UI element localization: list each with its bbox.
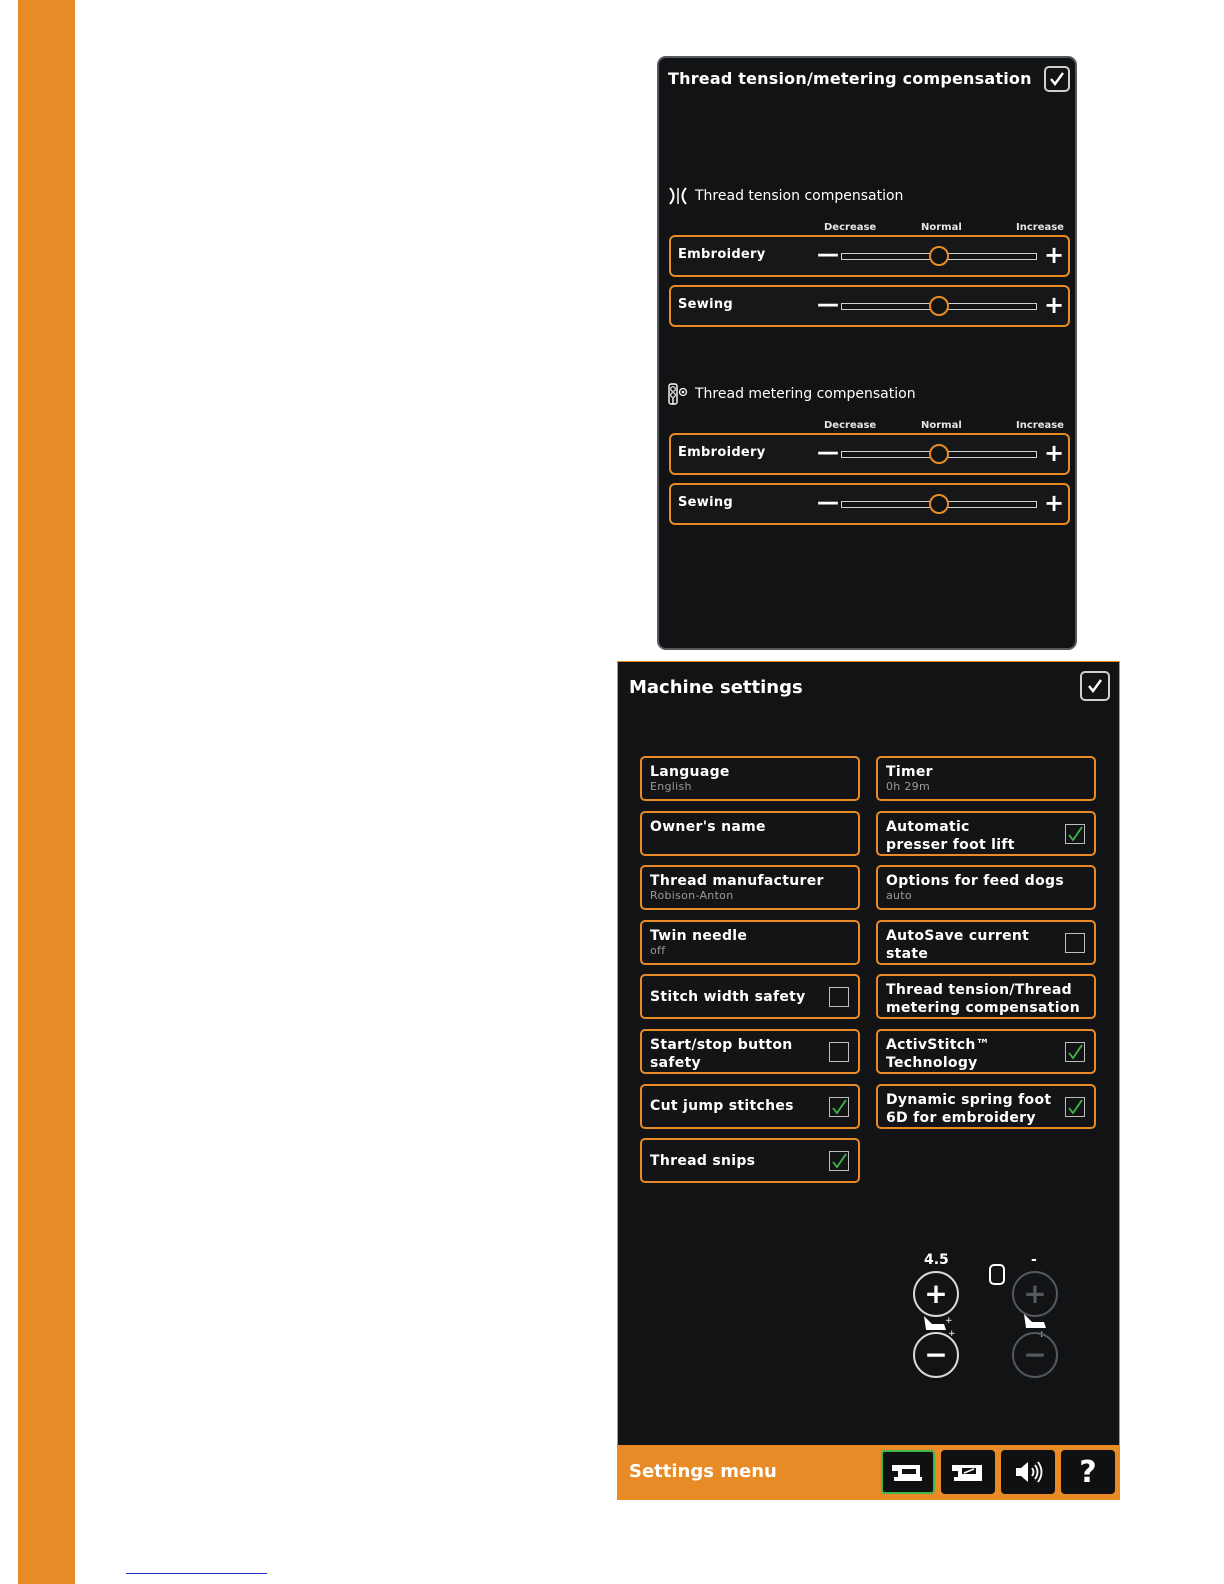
setting-name-line: 6D for embroidery [886, 1109, 1036, 1126]
slider-row-embroidery [669, 235, 1070, 277]
setting-name-line: Dynamic spring foot [886, 1091, 1052, 1108]
checkmark-icon [1049, 71, 1065, 87]
setting-checkbox[interactable] [1065, 1097, 1085, 1117]
orange-side-bar [18, 0, 75, 1584]
setting-name-line: safety [650, 1055, 701, 1071]
green-check-icon [1067, 1098, 1084, 1116]
metering-section-heading [667, 383, 916, 405]
scale-increase: Increase [1016, 222, 1064, 233]
help-button[interactable] [1061, 1450, 1115, 1494]
setting-checkbox[interactable] [1065, 933, 1085, 953]
setting-name [886, 763, 933, 781]
slider-label: Embroidery [678, 445, 766, 460]
setting-name-line: Thread snips [650, 1152, 756, 1169]
setting-thread-manufacturer[interactable] [640, 865, 860, 910]
decrease-button[interactable]: — [817, 490, 839, 515]
setting-name-line: Stitch width safety [650, 988, 806, 1005]
footer-link-line [126, 1573, 267, 1574]
setting-thread-tension-thread-metering-compensation[interactable] [876, 974, 1096, 1019]
increase-button[interactable]: + [1044, 241, 1065, 269]
setting-name [886, 818, 1015, 854]
setting-name-line: Options for feed dogs [886, 873, 1064, 890]
setting-dynamic-spring-foot-6d-for-embroidery[interactable] [876, 1084, 1096, 1129]
setting-thread-snips[interactable] [640, 1138, 860, 1183]
section-heading-text: Thread tension compensation [695, 188, 904, 204]
setting-checkbox[interactable] [829, 1042, 849, 1062]
setting-autosave-current-state[interactable] [876, 920, 1096, 965]
tension-metering-panel [657, 56, 1077, 650]
increase-button[interactable]: + [1044, 439, 1065, 467]
slider-row-sewing [669, 483, 1070, 525]
increase-button[interactable]: + [1044, 291, 1065, 319]
scale-normal: Normal [921, 420, 962, 431]
setting-name-line: AutoSave current [886, 927, 1030, 944]
scale-increase: Increase [1016, 420, 1064, 431]
setting-value: auto [886, 889, 912, 903]
setting-timer[interactable] [876, 756, 1096, 801]
decrease-button[interactable]: — [817, 292, 839, 317]
setting-name-line: Technology [886, 1055, 978, 1071]
decrease-button[interactable]: — [817, 242, 839, 267]
slider-label: Embroidery [678, 247, 766, 262]
confirm-button[interactable] [1044, 66, 1070, 92]
setting-cut-jump-stitches[interactable] [640, 1084, 860, 1129]
presser-foot-pressure-value: 4.5 [924, 1252, 949, 1268]
setting-name-line: Owner's name [650, 818, 766, 835]
settings-menu-title: Settings menu [629, 1461, 777, 1482]
embroidery-machine-icon [948, 1457, 988, 1487]
setting-value: English [650, 780, 692, 793]
setting-name-line: Twin needle [650, 927, 748, 944]
tab-sound-settings[interactable] [1001, 1450, 1055, 1494]
checkmark-icon [1087, 678, 1103, 694]
setting-value: off [650, 943, 666, 957]
setting-name-line: metering compensation [886, 1000, 1080, 1017]
setting-twin-needle[interactable] [640, 920, 860, 965]
metering-scale-labels [819, 420, 1069, 432]
setting-name-line: Start/stop button [650, 1037, 793, 1053]
setting-name [650, 763, 730, 781]
bottom-menu-bar [618, 1445, 1119, 1499]
setting-name [650, 818, 766, 836]
section-heading-text: Thread metering compensation [695, 386, 916, 402]
setting-owner-s-name[interactable] [640, 811, 860, 856]
slider-label: Sewing [678, 297, 734, 312]
setting-name [650, 927, 747, 945]
confirm-button[interactable] [1080, 671, 1110, 701]
pressure-decrease-button[interactable]: − [913, 1332, 959, 1378]
setting-checkbox[interactable] [829, 987, 849, 1007]
setting-name [886, 872, 1064, 890]
setting-name-line: ActivStitch™ [886, 1037, 990, 1053]
setting-checkbox[interactable] [1065, 1042, 1085, 1062]
setting-name [886, 1036, 990, 1072]
setting-name-line: Thread tension/Thread [886, 982, 1072, 999]
decrease-button[interactable]: — [817, 440, 839, 465]
machine-settings-panel [617, 661, 1120, 1500]
green-check-icon [1067, 825, 1084, 843]
thread-metering-icon [667, 383, 689, 405]
setting-name [650, 988, 806, 1006]
green-check-icon [831, 1152, 848, 1170]
setting-name-line: Cut jump stitches [650, 1098, 794, 1115]
slider-row-embroidery [669, 433, 1070, 475]
thread-tension-icon [667, 185, 689, 207]
tension-scale-labels [819, 222, 1069, 234]
setting-checkbox[interactable] [1065, 824, 1085, 844]
setting-language[interactable] [640, 756, 860, 801]
panel-title: Machine settings [629, 677, 803, 698]
slider-thumb[interactable] [929, 246, 949, 266]
tension-section-heading [667, 185, 903, 207]
setting-automatic-presser-foot-lift[interactable] [876, 811, 1096, 856]
setting-name [886, 927, 1029, 963]
question-icon: ? [1079, 1454, 1097, 1490]
setting-name [886, 981, 1080, 1017]
svg-text:+: + [1038, 1330, 1046, 1340]
setting-name-line: Automatic [886, 818, 970, 835]
green-check-icon [831, 1098, 848, 1116]
speaker-icon [1008, 1457, 1048, 1487]
slider-thumb[interactable] [929, 444, 949, 464]
setting-name [650, 872, 824, 890]
panel-title: Thread tension/metering compensation [668, 69, 1032, 88]
dynamic-spring-foot-value: - [1031, 1252, 1037, 1268]
increase-button[interactable]: + [1044, 489, 1065, 517]
setting-value: Robison-Anton [650, 889, 734, 903]
svg-text:+: + [945, 1316, 953, 1326]
slider-row-sewing [669, 285, 1070, 327]
pressure-increase-button[interactable]: + [913, 1271, 959, 1317]
slider-label: Sewing [678, 495, 734, 510]
spring-foot-decrease-button[interactable]: − [1012, 1332, 1058, 1378]
setting-name [650, 1152, 755, 1170]
setting-name-line: Language [650, 764, 730, 780]
tab-machine-settings[interactable] [881, 1450, 935, 1494]
setting-name-line: presser foot lift [886, 836, 1015, 853]
scale-normal: Normal [921, 222, 962, 233]
setting-activstitch-technology[interactable] [876, 1029, 1096, 1074]
setting-name [650, 1036, 793, 1072]
tab-sewing-settings[interactable] [941, 1450, 995, 1494]
setting-name [886, 1091, 1051, 1127]
svg-text:+: + [948, 1329, 956, 1339]
setting-checkbox[interactable] [829, 1097, 849, 1117]
sewing-machine-icon [888, 1457, 928, 1487]
scale-decrease: Decrease [824, 222, 877, 233]
setting-name-line: Thread manufacturer [650, 873, 824, 890]
setting-checkbox[interactable] [829, 1151, 849, 1171]
scale-decrease: Decrease [824, 420, 877, 431]
slider-thumb[interactable] [929, 296, 949, 316]
green-check-icon [1067, 1043, 1084, 1061]
setting-stitch-width-safety[interactable] [640, 974, 860, 1019]
slider-thumb[interactable] [929, 494, 949, 514]
setting-value: 0h 29m [886, 780, 930, 793]
setting-name [650, 1097, 794, 1115]
setting-name-line: state [886, 945, 929, 962]
setting-name-line: Timer [886, 764, 933, 780]
setting-options-for-feed-dogs[interactable] [876, 865, 1096, 910]
embroidery-hoop-icon [987, 1262, 1009, 1288]
setting-start-stop-button-safety[interactable] [640, 1029, 860, 1074]
spring-foot-increase-button[interactable]: + [1012, 1271, 1058, 1317]
